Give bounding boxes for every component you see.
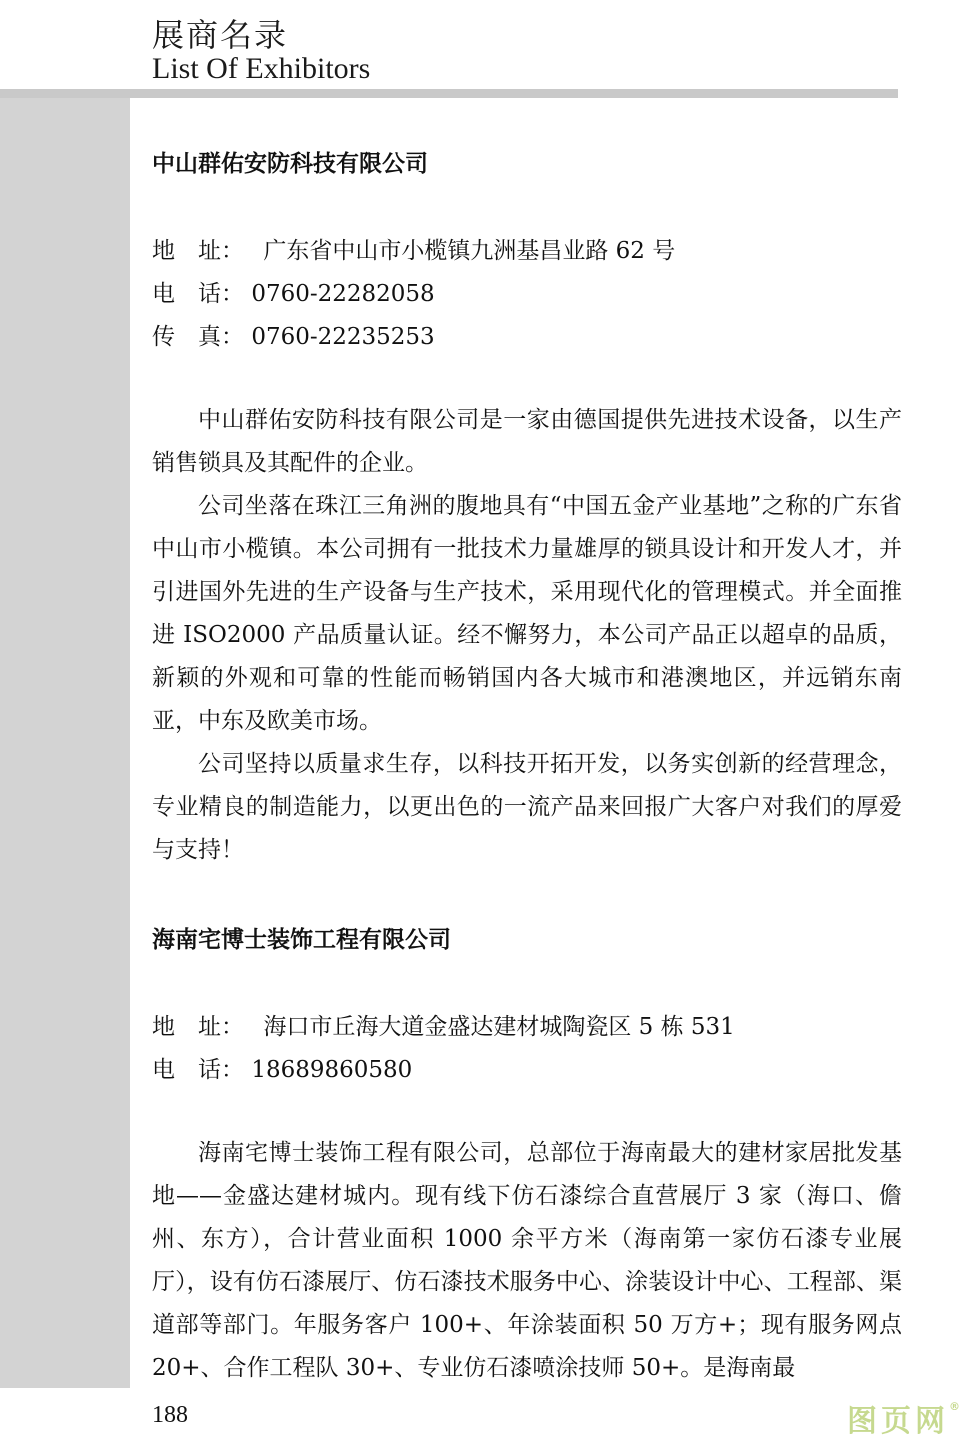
phone-value: 18689860580 — [251, 1057, 413, 1083]
description-paragraph: 中山群佑安防科技有限公司是一家由德国提供先进技术设备，以生产销售锁具及其配件的企业。 — [152, 407, 902, 476]
header-title-cn: 展商名录 — [152, 16, 289, 54]
page-number: 188 — [152, 1402, 188, 1428]
address-row — [152, 1006, 902, 1049]
phone-label: 电 话： — [152, 281, 244, 307]
description-paragraph: 公司坐落在珠江三角洲的腹地具有“中国五金产业基地”之称的广东省中山市小榄镇。本公司拥有一批技术力量雄厚的锁具设计和开发人才，并引进国外先进的生产设备与生产技术，采用现代化的管理模式。并全面推进 ISO2000 产品质量认证。经不懈努力，本公司产品正以超卓的品质，新颖的外观和可靠的性能而畅销国内各大城市和港澳地区，并远销东南亚，中东及欧美市场。 — [152, 493, 902, 734]
address-value: 广东省中山市小榄镇九洲基昌业路 62 号 — [263, 238, 676, 264]
contact-info — [152, 230, 902, 359]
exhibitor-entry — [152, 916, 902, 1390]
address-value: 海口市丘海大道金盛达建材城陶瓷区 5 栋 531 — [263, 1014, 735, 1040]
company-description — [152, 1132, 902, 1390]
fax-label: 传 真： — [152, 324, 244, 350]
header-title-en: List Of Exhibitors — [152, 52, 371, 85]
description-paragraph: 公司坚持以质量求生存，以科技开拓开发，以务实创新的经营理念，专业精良的制造能力，以更出色的一流产品来回报广大客户对我们的厚爱与支持！ — [152, 751, 902, 863]
description-paragraph: 海南宅博士装饰工程有限公司，总部位于海南最大的建材家居批发基地——金盛达建材城内。现有线下仿石漆综合直营展厅 3 家（海口、儋州、东方），合计营业面积 1000 余平方米（海南第一家仿石漆专业展厅），设有仿石漆展厅、仿石漆技术服务中心、涂装设计中心、工程部、渠道部等部门。年服务客户 100+、年涂装面积 50 万方+；现有服务网点 20+、合作工程队 30+、专业仿石漆喷涂技师 50+。是海南最 — [152, 1140, 902, 1381]
watermark-text: 图页网 — [847, 1404, 949, 1439]
header-divider — [0, 89, 898, 98]
phone-row — [152, 273, 902, 316]
exhibitor-list — [152, 140, 902, 1390]
company-description — [152, 399, 902, 872]
left-margin-bar — [0, 98, 130, 1388]
phone-label: 电 话： — [152, 1057, 244, 1083]
phone-value: 0760-22282058 — [251, 281, 435, 307]
company-name: 中山群佑安防科技有限公司 — [152, 151, 428, 177]
watermark-logo — [847, 1396, 964, 1440]
address-label: 地 址： — [152, 238, 244, 264]
exhibitor-entry — [152, 140, 902, 872]
registered-mark: ® — [949, 1400, 964, 1413]
phone-row — [152, 1049, 902, 1092]
fax-value: 0760-22235253 — [251, 324, 435, 350]
fax-row — [152, 316, 902, 359]
address-row — [152, 230, 902, 273]
company-name: 海南宅博士装饰工程有限公司 — [152, 927, 451, 953]
contact-info — [152, 1006, 902, 1092]
address-label: 地 址： — [152, 1014, 244, 1040]
